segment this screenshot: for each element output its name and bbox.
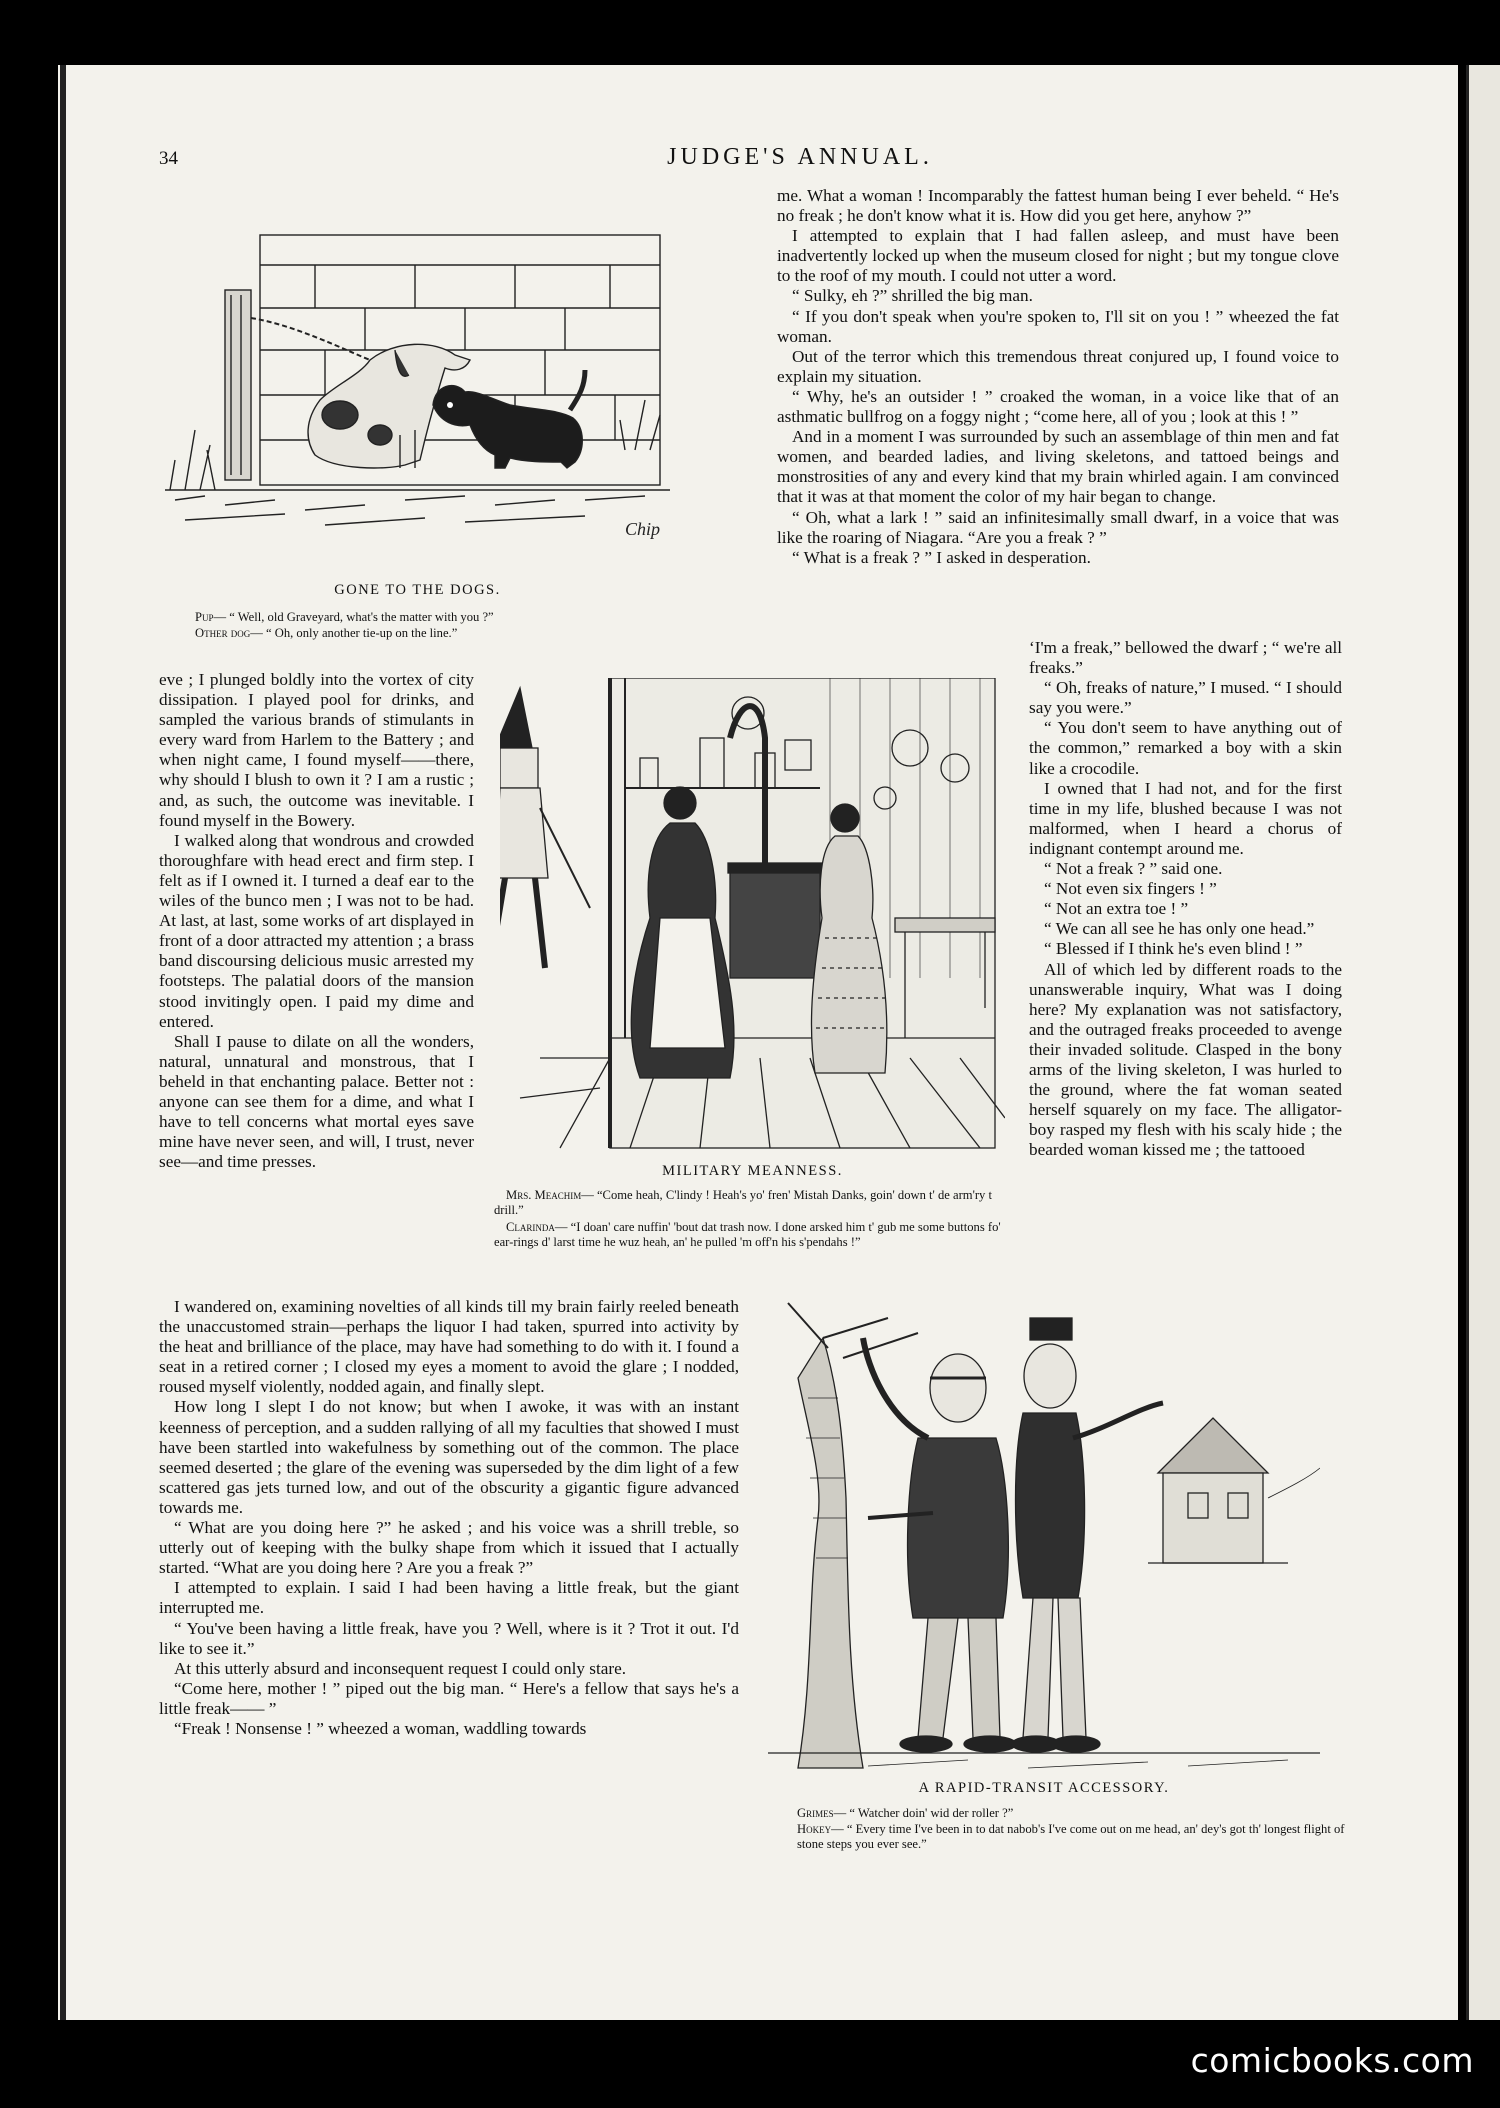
military-caption-title: MILITARY MEANNESS. [662, 1163, 843, 1179]
article-column-right-top [777, 186, 1339, 568]
paragraph: “ Oh, what a lark ! ” said an infinitesimally small dwarf, in a voice that was like the roaring of Niagara. “Are you a freak ? ” [777, 507, 1339, 547]
rapid-transit-caption-title: A RAPID-TRANSIT ACCESSORY. [918, 1780, 1170, 1796]
paragraph: “ Not an extra toe ! ” [1044, 899, 1189, 919]
caption-text: “ Every time I've been in to dat nabob's I've come out on me head, an' dey's got th' longest flight of stone steps you ever see.” [797, 1822, 1345, 1851]
paragraph: “ You've been having a little freak, have you ? Well, where is it ? Trot it out. I'd like to see it.” [159, 1618, 739, 1658]
paragraph: “ What is a freak ? ” I asked in desperation. [792, 547, 1091, 567]
dogs-illustration [165, 200, 670, 570]
paragraph: me. What a woman ! Incomparably the fattest human being I ever beheld. “ He's no freak ; he don't know what it is. How did you get here, anyhow ?” [777, 186, 1339, 226]
article-column-narrow-left [159, 670, 474, 1172]
caption-text: “ Well, old Graveyard, what's the matter with you ?” [229, 610, 494, 624]
artist-signature: Chip [625, 519, 661, 539]
rapid-transit-caption-line [797, 1806, 1357, 1821]
caption-speaker: Pup— [195, 610, 227, 624]
paragraph: “ Sulky, eh ?” shrilled the big man. [792, 286, 1033, 306]
paragraph: I attempted to explain. I said I had been having a little freak, but the giant interrupted me. [159, 1578, 739, 1618]
site-watermark: comicbooks.com [1190, 2041, 1474, 2080]
paragraph: “ Why, he's an outsider ! ” croaked the woman, in a voice like that of an asthmatic bullfrog on a foggy night ; “come here, all of you ; look at this ! ” [777, 386, 1339, 427]
caption-text: “Come heah, C'lindy ! Heah's yo' fren' Mistah Danks, goin' down t' de arm'ry t drill.” [494, 1188, 992, 1217]
running-head: JUDGE'S ANNUAL. [667, 144, 933, 170]
caption-speaker: Grimes— [797, 1806, 847, 1820]
paragraph: Out of the terror which this tremendous threat conjured up, I found voice to explain my situation. [777, 346, 1339, 386]
rapid-transit-caption-line [797, 1822, 1357, 1852]
paragraph: ‘I'm a freak,” bellowed the dwarf ; “ we're all freaks.” [1029, 638, 1342, 678]
military-caption-line [494, 1188, 1006, 1218]
article-column-narrow-right [1029, 638, 1342, 1160]
dogs-caption-line [195, 610, 665, 625]
paragraph: How long I slept I do not know; but when I awoke, it was with an instant keenness of perception, and a sudden rallying of all my faculties that showed I must have been startled into wakefulness by something out of the common. The place seemed deserted ; the glare of the evening was superseded by the dim light of a few scattered gas jets turned low, and out of the obscurity a gigantic figure advanced towards me. [159, 1397, 739, 1517]
military-caption-line [494, 1220, 1006, 1250]
paragraph: “ You don't seem to have anything out of the common,” remarked a boy with a skin like a crocodile. [1029, 718, 1342, 778]
paragraph: All of which led by different roads to the unanswerable inquiry, What was I doing here? My explanation was not satisfactory, and the outraged freaks proceeded to avenge their invaded solitude. Clasped in the bony arms of the living skeleton, I was hurled to the ground, where the fat woman seated herself squarely on my face. The alligator-boy rasped my flesh with his scaly hide ; the bearded woman kissed me ; the tattooed [1029, 959, 1342, 1160]
paragraph: “ Not even six fingers ! ” [1044, 879, 1217, 899]
paragraph: “ Not a freak ? ” said one. [1044, 859, 1223, 879]
paragraph: I attempted to explain that I had fallen asleep, and must have been inadvertently locked up when the museum closed for night ; but my tongue clove to the roof of my mouth. I could not utter a word. [777, 226, 1339, 286]
military-illustration [500, 678, 1005, 1153]
paragraph: I walked along that wondrous and crowded thoroughfare with head erect and firm step. I felt as if I owned it. I turned a deaf ear to the wiles of the bunco men ; I was not to be had. At last, at last, some works of art displayed in front of a door attracted my attention ; a brass band discoursing delicious music arrested my footsteps. The palatial doors of the mansion stood invitingly open. I paid my dime and entered. [159, 830, 474, 1031]
paragraph: “ If you don't speak when you're spoken to, I'll sit on you ! ” wheezed the fat woman. [777, 306, 1339, 346]
caption-text: “I doan' care nuffin' 'bout dat trash now. I done arsked him t' gub me some buttons fo' ear-rings d' larst time he wuz heah, an' he pulled 'm off'n his s'pendahs !” [494, 1220, 1001, 1249]
paragraph: “ Blessed if I think he's even blind ! ” [1044, 939, 1303, 959]
binding-edge [60, 65, 66, 2020]
paragraph: I owned that I had not, and for the first time in my life, blushed because I was not malformed, when I heard a chorus of indignant contempt around me. [1029, 778, 1342, 858]
paragraph: At this utterly absurd and inconsequent request I could only stare. [174, 1658, 627, 1678]
paragraph: “Freak ! Nonsense ! ” wheezed a woman, waddling towards [174, 1718, 587, 1738]
paragraph: “ What are you doing here ?” he asked ; and his voice was a shrill treble, so utterly out of keeping with the bulky shape from which it issued that I actually started. “What are you doing here ? Are you a freak ?” [159, 1518, 739, 1578]
caption-speaker: Hokey— [797, 1822, 844, 1836]
paragraph: “ We can all see he has only one head.” [1044, 919, 1315, 939]
paragraph: I wandered on, examining novelties of all kinds till my brain fairly reeled beneath the unaccustomed strain—perhaps the liquor I had taken, spurred into activity by the heat and brilliance of the place, may have had something to do with it. I found a seat in a retired corner ; I closed my eyes a moment to avoid the glare ; I nodded, roused myself violently, nodded again, and finally slept. [159, 1297, 739, 1397]
dogs-caption-line [195, 626, 665, 641]
rapid-transit-illustration [768, 1298, 1320, 1774]
caption-text: “ Watcher doin' wid der roller ?” [849, 1806, 1014, 1820]
caption-speaker: Other dog— [195, 626, 263, 640]
caption-text: “ Oh, only another tie-up on the line.” [266, 626, 458, 640]
paragraph: And in a moment I was surrounded by such an assemblage of thin men and fat women, and bearded ladies, and living skeletons, and tattoed beings and monstrosities of any and every kind that my brain whirled again. I am convinced that it was at that moment the color of my hair began to change. [777, 427, 1339, 507]
paragraph: “ Oh, freaks of nature,” I mused. “ I should say you were.” [1029, 678, 1342, 718]
caption-speaker: Mrs. Meachim— [506, 1188, 594, 1202]
paragraph: eve ; I plunged boldly into the vortex of city dissipation. I played pool for drinks, and sampled the various brands of stimulants in every ward from Harlem to the Battery ; and when night came, I found myself——there, why should I blush to own it ? I am a rustic ; and, as such, the outcome was inevitable. I found myself in the Bowery. [159, 670, 474, 830]
page-number: 34 [159, 148, 178, 169]
dogs-caption-title: GONE TO THE DOGS. [334, 582, 501, 598]
paragraph: “Come here, mother ! ” piped out the big man. “ Here's a fellow that says he's a little freak—— ” [159, 1678, 739, 1718]
article-column-left-bottom [159, 1297, 739, 1739]
caption-speaker: Clarinda— [506, 1220, 568, 1234]
facing-page-edge [1466, 65, 1500, 2020]
paragraph: Shall I pause to dilate on all the wonders, natural, unnatural and monstrous, that I beheld in that enchanting palace. Better not : anyone can see them for a dime, and what I have to tell concerns what mortal eyes save mine have never seen, and will, I trust, never see—and time presses. [159, 1031, 474, 1172]
